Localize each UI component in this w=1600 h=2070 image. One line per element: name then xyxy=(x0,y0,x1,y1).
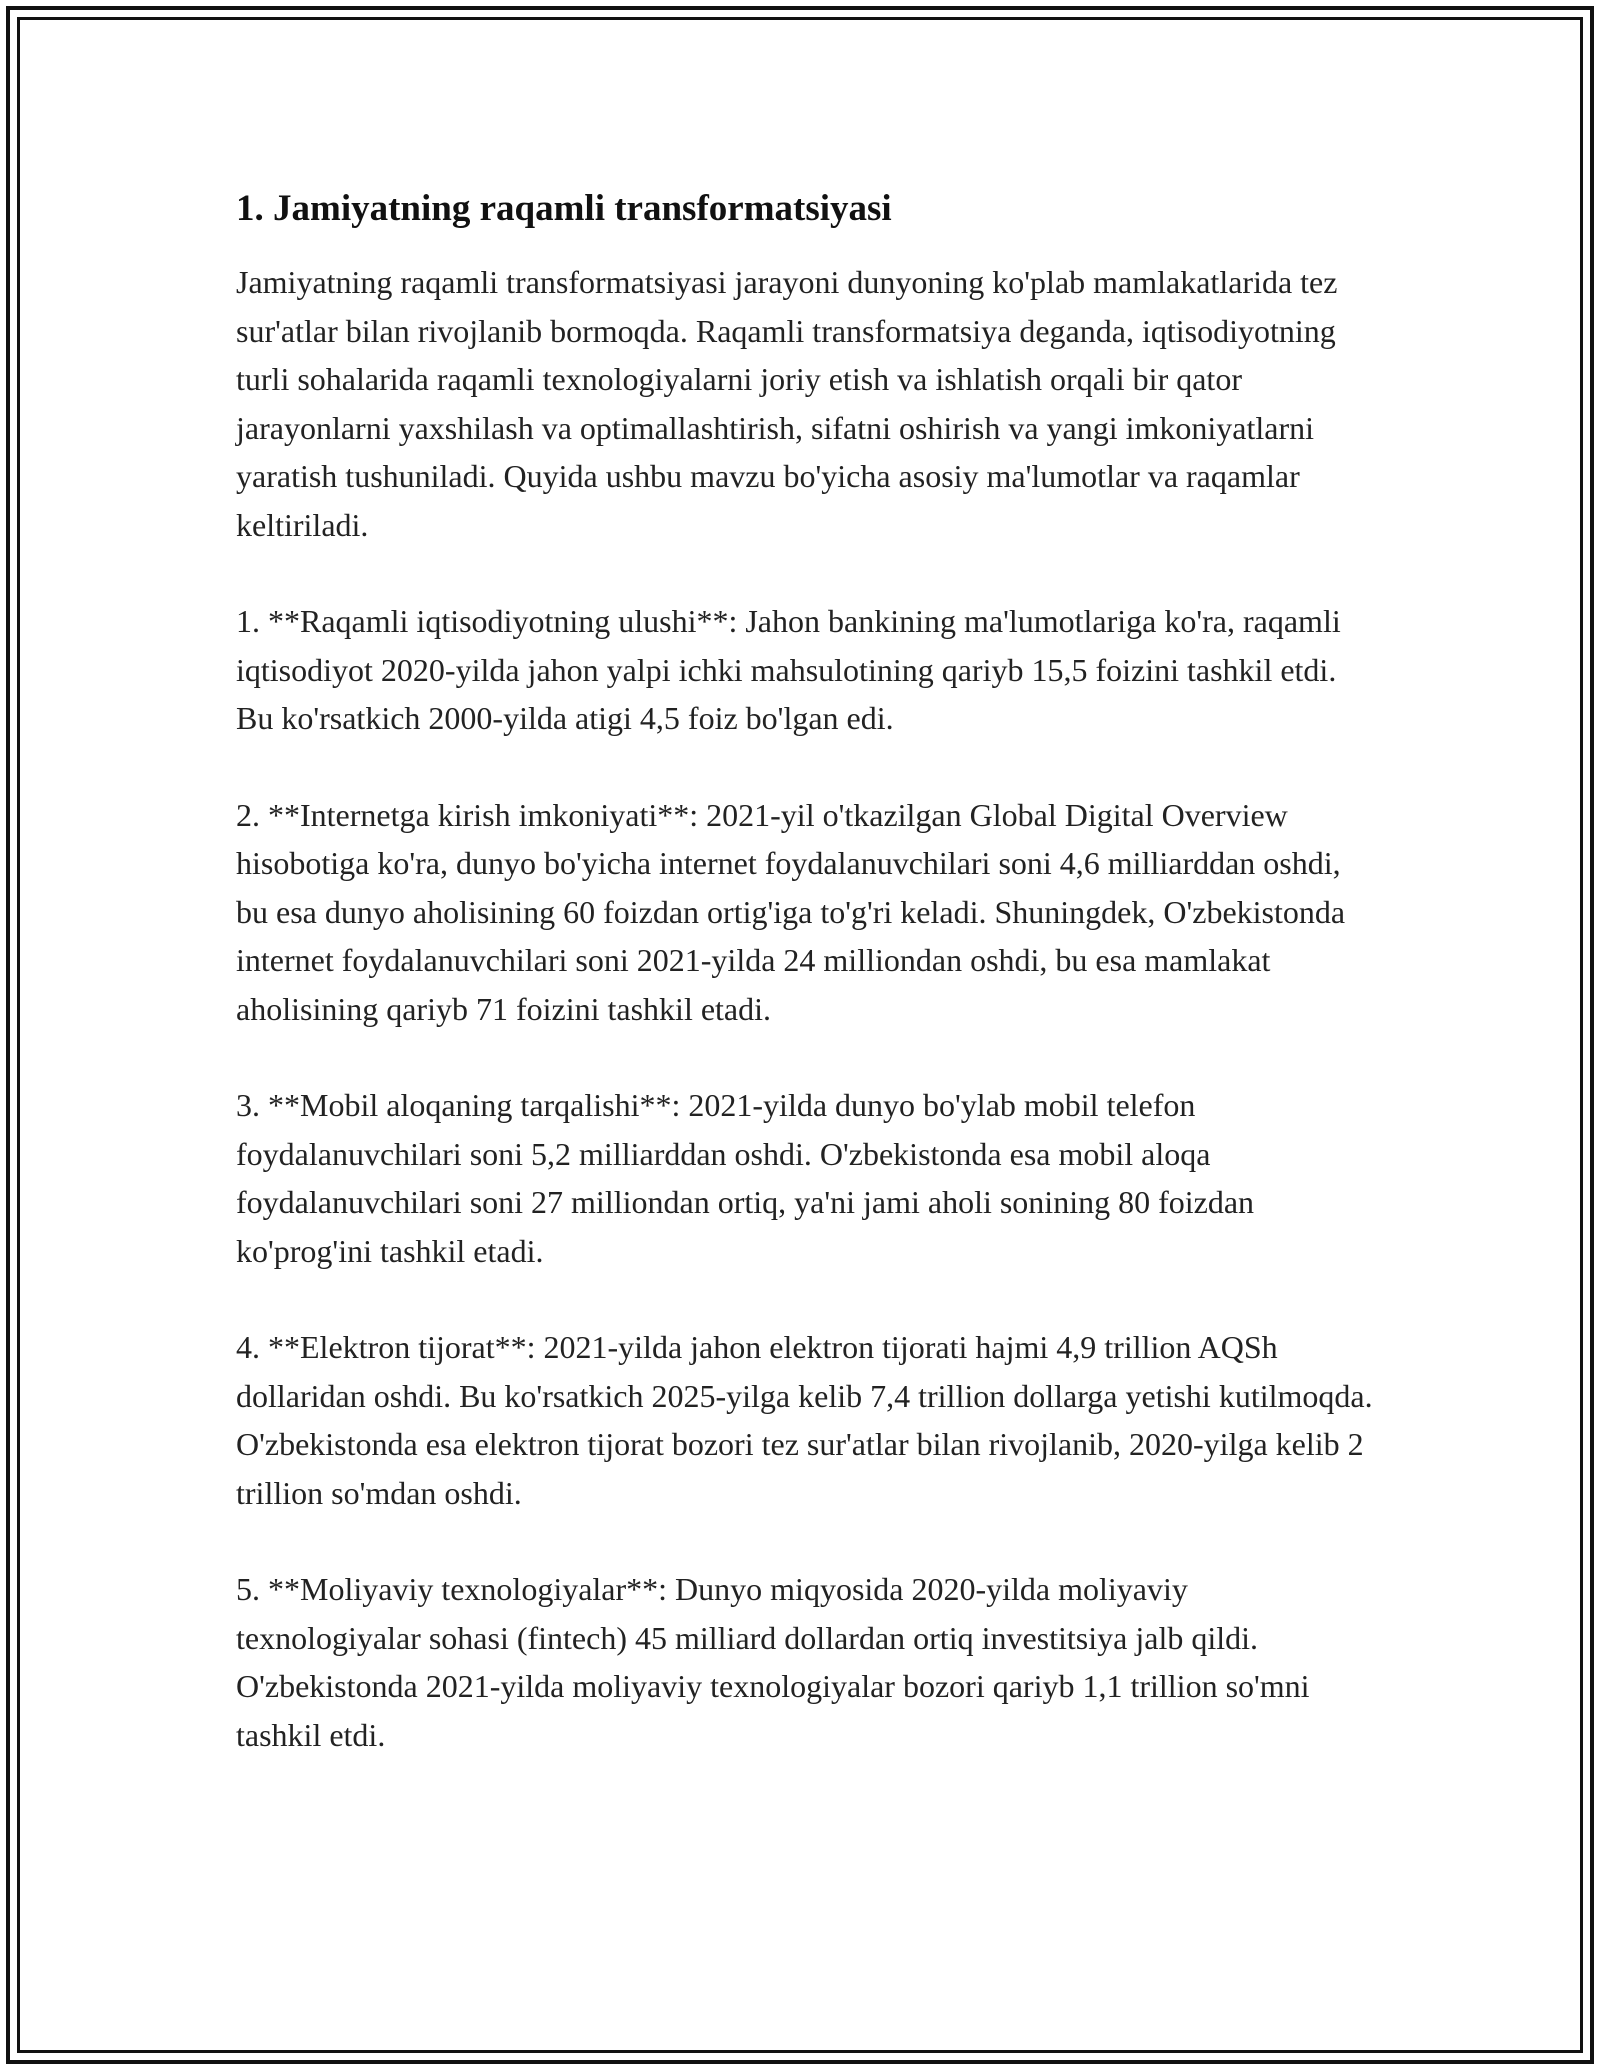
list-item: 3. **Mobil aloqaning tarqalishi**: 2021-yilda dunyo bo'ylab mobil telefon foydalanuvchilari soni 5,2 milliarddan oshdi. O'zbekistonda esa mobil aloqa foydalanuvchilari soni 27 milliondan ortiq, ya'ni jami aholi sonining 80 foizdan ko'prog'ini tashkil etadi. xyxy=(236,1087,1255,1269)
list-item: 1. **Raqamli iqtisodiyotning ulushi**: Jahon bankining ma'lumotlariga ko'ra, raqamli iqtisodiyot 2020-yilda jahon yalpi ichki mahsulotining qariyb 15,5 foizini tashkil etdi. Bu ko'rsatkich 2000-yilda atigi 4,5 foiz bo'lgan edi. xyxy=(236,603,1341,736)
list-item: 5. **Moliyaviy texnologiyalar**: Dunyo miqyosida 2020-yilda moliyaviy texnologiyalar sohasi (fintech) 45 milliard dollardan ortiq investitsiya jalb qildi. O'zbekistonda 2021-yilda moliyaviy texnologiyalar bozori qariyb 1,1 trillion so'mni tashkil etdi. xyxy=(236,1571,1310,1753)
document-title: 1. Jamiyatning raqamli transformatsiyasi xyxy=(236,188,892,229)
list-item: 4. **Elektron tijorat**: 2021-yilda jahon elektron tijorati hajmi 4,9 trillion AQSh dollaridan oshdi. Bu ko'rsatkich 2025-yilga kelib 7,4 trillion dollarga yetishi kutilmoqda. O'zbekistonda esa elektron tijorat bozori tez sur'atlar bilan rivojlanib, 2020-yilga kelib 2 trillion so'mdan oshdi. xyxy=(236,1329,1373,1511)
intro-paragraph: Jamiyatning raqamli transformatsiyasi jarayoni dunyoning ko'plab mamlakatlarida tez sur'atlar bilan rivojlanib bormoqda. Raqamli transformatsiya deganda, iqtisodiyotning turli sohalarida raqamli texnologiyalarni joriy etish va ishlatish orqali bir qator jarayonlarni yaxshilash va optimallashtirish, sifatni oshirish va yangi imkoniyatlarni yaratish tushuniladi. Quyida ushbu mavzu bo'yicha asosiy ma'lumotlar va raqamlar keltiriladi. xyxy=(236,264,1338,543)
document-body xyxy=(236,186,1376,1807)
list-item: 2. **Internetga kirish imkoniyati**: 2021-yil o'tkazilgan Global Digital Overview hisobotiga ko'ra, dunyo bo'yicha internet foydalanuvchilari soni 4,6 milliarddan oshdi, bu esa dunyo aholisining 60 foizdan ortig'iga to'g'ri keladi. Shuningdek, O'zbekistonda internet foydalanuvchilari soni 2021-yilda 24 milliondan oshdi, bu esa mamlakat aholisining qariyb 71 foizini tashkil etadi. xyxy=(236,796,1346,1027)
